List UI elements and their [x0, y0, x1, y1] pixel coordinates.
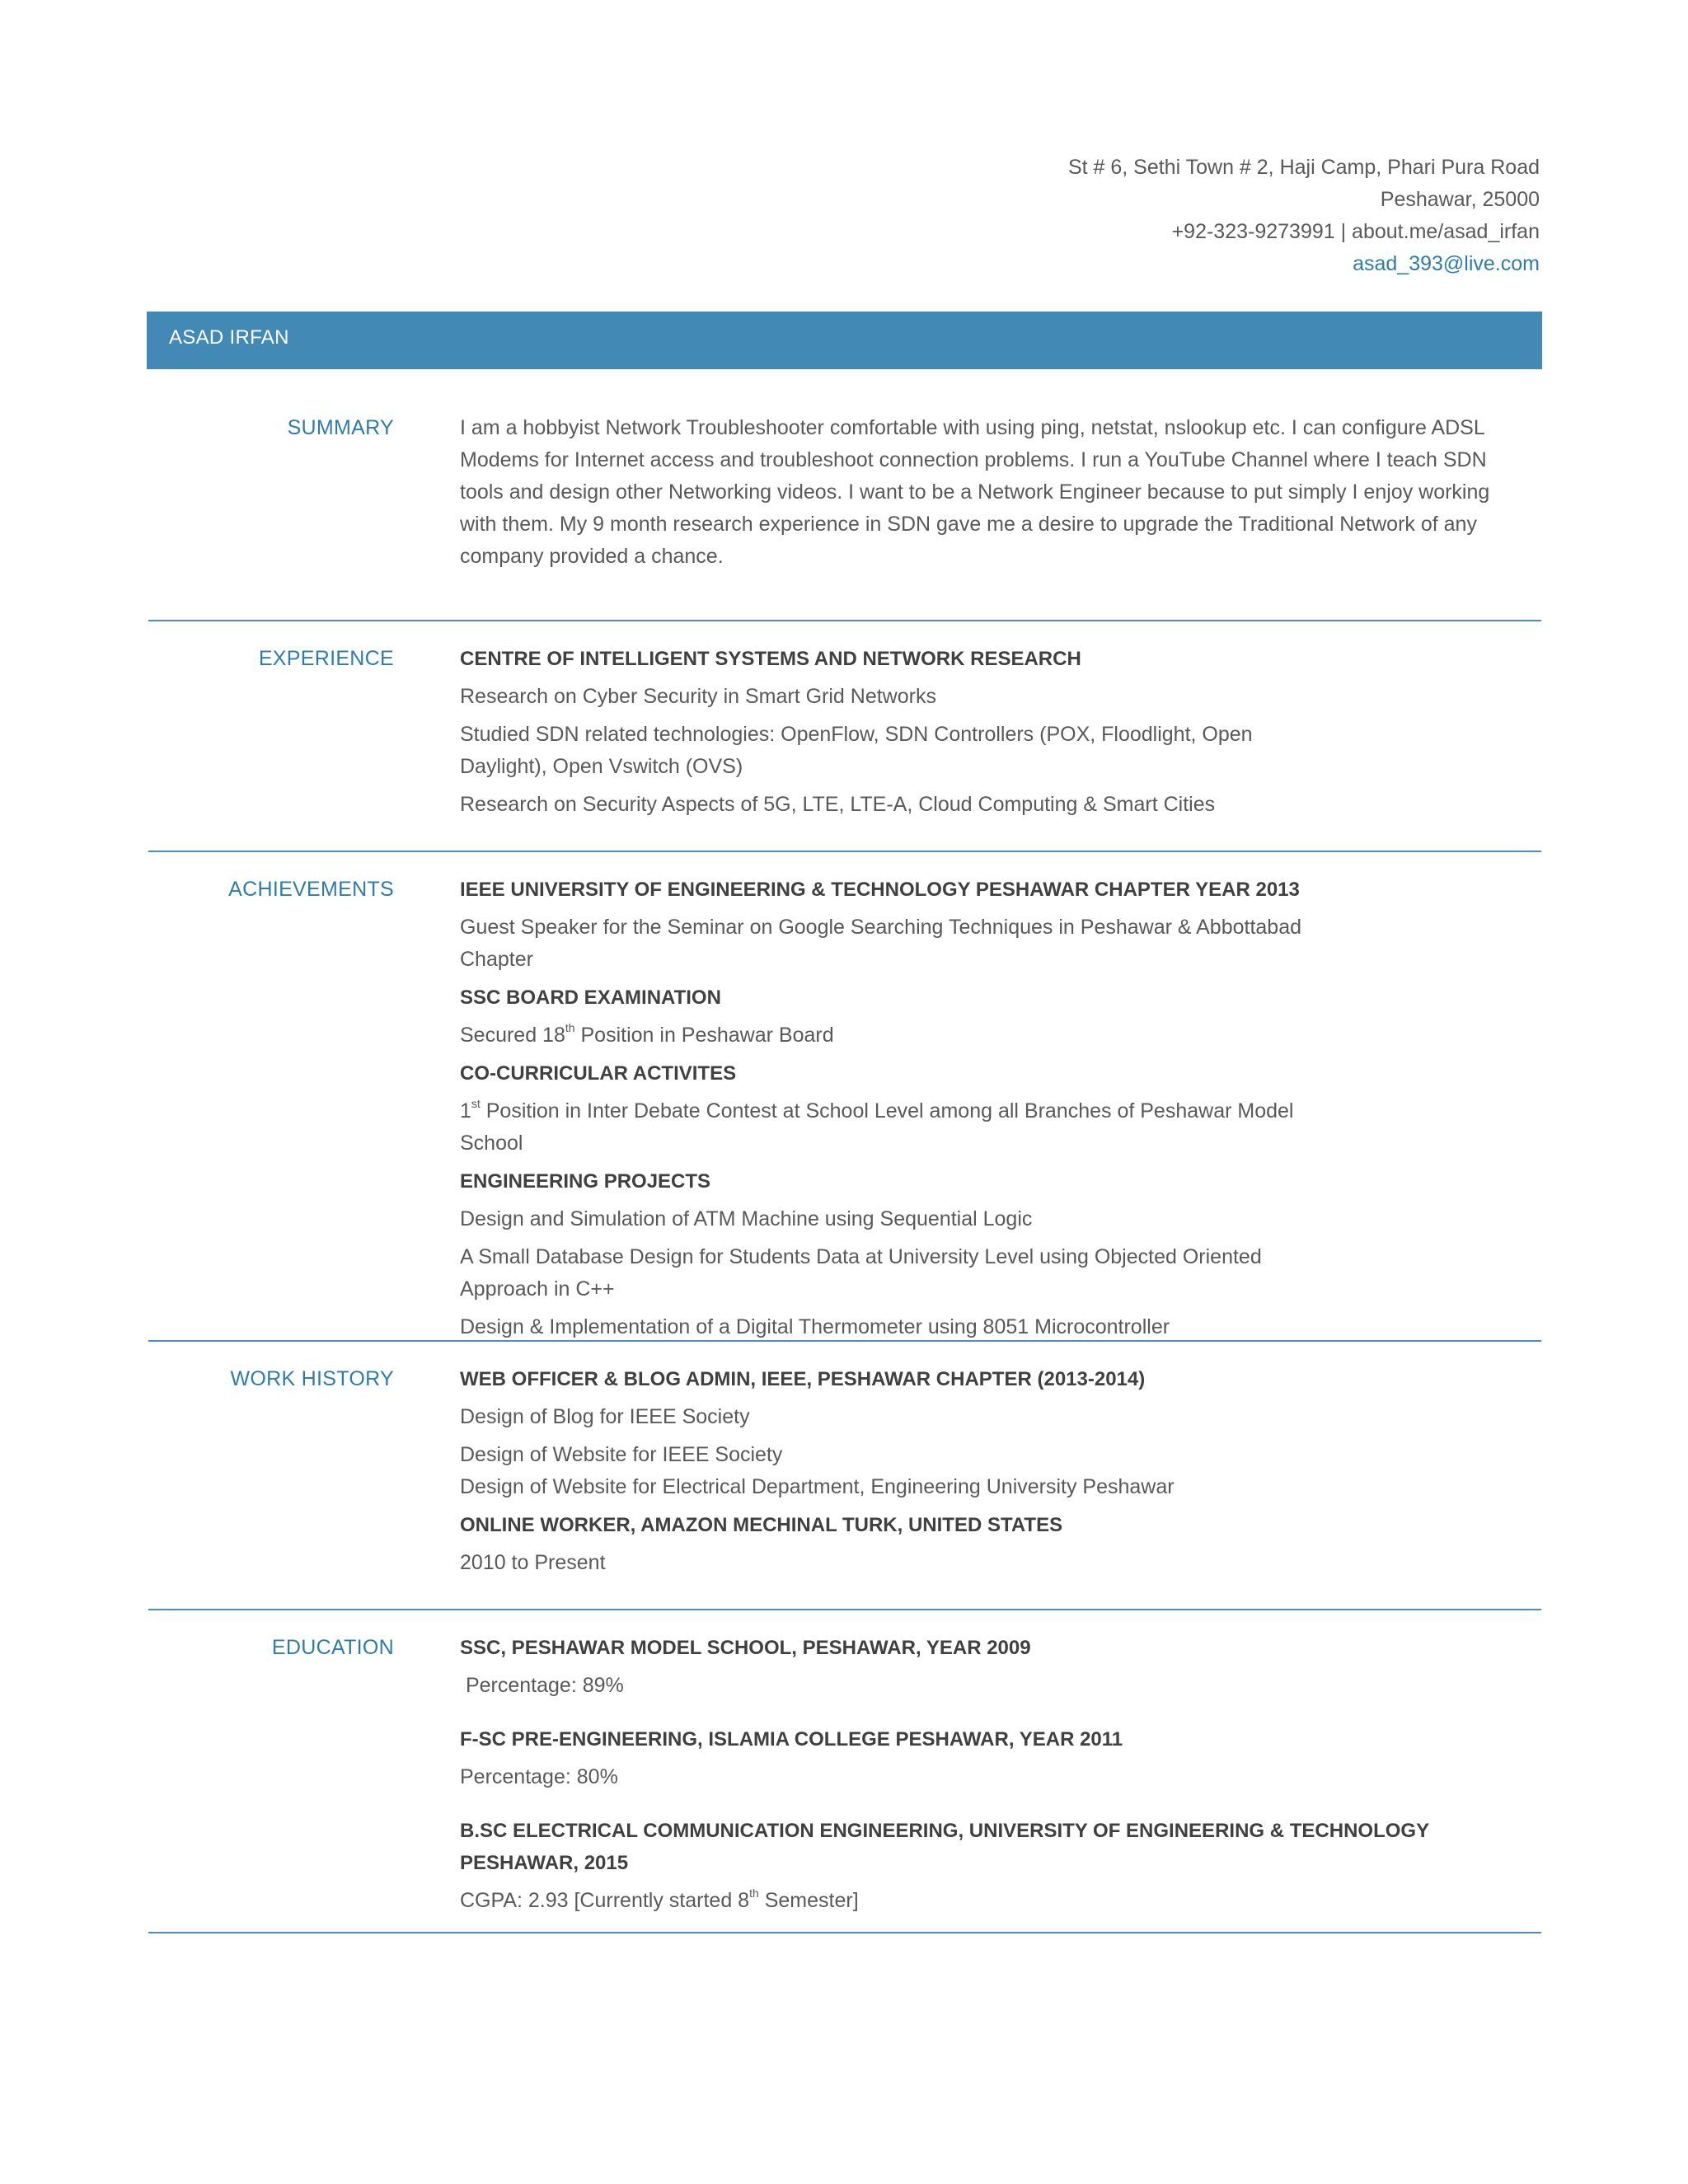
- education-label: EDUCATION: [271, 1636, 394, 1659]
- project-item: Design and Simulation of ATM Machine using Sequential Logic: [460, 1207, 1033, 1230]
- project-item: Design & Implementation of a Digital Thermometer using 8051 Microcontroller: [460, 1315, 1170, 1338]
- achievements-label: ACHIEVEMENTS: [228, 878, 394, 901]
- summary-label: SUMMARY: [287, 416, 394, 439]
- education-body: [460, 1632, 1548, 1917]
- experience-body: [460, 643, 1334, 821]
- email-link[interactable]: asad_393@live.com: [1353, 252, 1540, 275]
- project-item: A Small Database Design for Students Data at University Level using Objected Oriented Approach in C++: [460, 1245, 1262, 1301]
- work-history-section: [148, 1361, 1541, 1610]
- person-name: ASAD IRFAN: [169, 326, 289, 349]
- achievement-heading: ENGINEERING PROJECTS: [460, 1170, 711, 1193]
- education-heading: F-SC PRE-ENGINEERING, ISLAMIA COLLEGE PESHAWAR, YEAR 2011: [460, 1728, 1123, 1750]
- achievement-heading: SSC BOARD EXAMINATION: [460, 987, 721, 1009]
- work-item: Design of Blog for IEEE Society: [460, 1405, 750, 1428]
- summary-text: I am a hobbyist Network Troubleshooter comfortable with using ping, netstat, nslookup etc. I can configure ADSL Modems for Internet access and troubleshoot connection problems. I run a YouTube Channel where I teach SDN tools and design other Networking videos. I want to be a Network Engineer because to put simply I enjoy working with them. My 9 month research experience in SDN gave me a desire to upgrade the Traditional Network of any company provided a chance.: [460, 416, 1490, 568]
- experience-item: Studied SDN related technologies: OpenFlow, SDN Controllers (POX, Floodlight, Open Daylight), Open Vswitch (OVS): [460, 723, 1253, 778]
- address-line-1: St # 6, Sethi Town # 2, Haji Camp, Phari Pura Road: [1067, 156, 1540, 179]
- work-history-label: WORK HISTORY: [230, 1367, 394, 1390]
- education-section: [148, 1630, 1541, 1933]
- achievement-text: 1st Position in Inter Debate Contest at School Level among all Branches of Peshawar Model School: [460, 1096, 1294, 1155]
- experience-label: EXPERIENCE: [258, 647, 394, 670]
- work-history-body: [460, 1363, 1531, 1579]
- achievements-section: [148, 872, 1541, 1342]
- contact-block: [798, 152, 1540, 280]
- work-item: Design of Website for Electrical Department, Engineering University Peshawar: [460, 1475, 1175, 1498]
- name-bar: [147, 312, 1542, 369]
- work-heading: ONLINE WORKER, AMAZON MECHINAL TURK, UNITED STATES: [460, 1514, 1063, 1536]
- education-detail: CGPA: 2.93 [Currently started 8th Semester]: [460, 1886, 859, 1912]
- experience-item: Research on Security Aspects of 5G, LTE, LTE-A, Cloud Computing & Smart Cities: [460, 793, 1216, 816]
- achievements-body: [460, 874, 1334, 1343]
- achievement-text: Guest Speaker for the Seminar on Google Searching Techniques in Peshawar & Abbottabad Chapter: [460, 916, 1302, 971]
- achievement-heading: CO-CURRICULAR ACTIVITES: [460, 1062, 737, 1085]
- education-heading: SSC, PESHAWAR MODEL SCHOOL, PESHAWAR, YEAR 2009: [460, 1637, 1031, 1659]
- education-heading: B.SC ELECTRICAL COMMUNICATION ENGINEERING, UNIVERSITY OF ENGINEERING & TECHNOLOGY PESHAWAR, 2015: [460, 1820, 1429, 1874]
- experience-item: Research on Cyber Security in Smart Grid Networks: [460, 685, 936, 708]
- address-line-2: Peshawar, 25000: [1380, 188, 1540, 211]
- summary-body: [460, 412, 1531, 573]
- education-detail: Percentage: 80%: [460, 1765, 618, 1788]
- achievement-text: Secured 18th Position in Peshawar Board: [460, 1020, 834, 1047]
- work-item: Design of Website for IEEE Society: [460, 1443, 783, 1466]
- education-detail: Percentage: 89%: [460, 1674, 624, 1697]
- experience-heading: CENTRE OF INTELLIGENT SYSTEMS AND NETWORK RESEARCH: [460, 648, 1081, 670]
- work-heading: WEB OFFICER & BLOG ADMIN, IEEE, PESHAWAR CHAPTER (2013-2014): [460, 1368, 1146, 1390]
- work-item: 2010 to Present: [460, 1551, 606, 1574]
- phone-web: +92-323-9273991 | about.me/asad_irfan: [1171, 220, 1540, 243]
- summary-section: [148, 410, 1541, 621]
- experience-section: [148, 641, 1541, 852]
- achievement-heading: IEEE UNIVERSITY OF ENGINEERING & TECHNOLOGY PESHAWAR CHAPTER YEAR 2013: [460, 879, 1300, 901]
